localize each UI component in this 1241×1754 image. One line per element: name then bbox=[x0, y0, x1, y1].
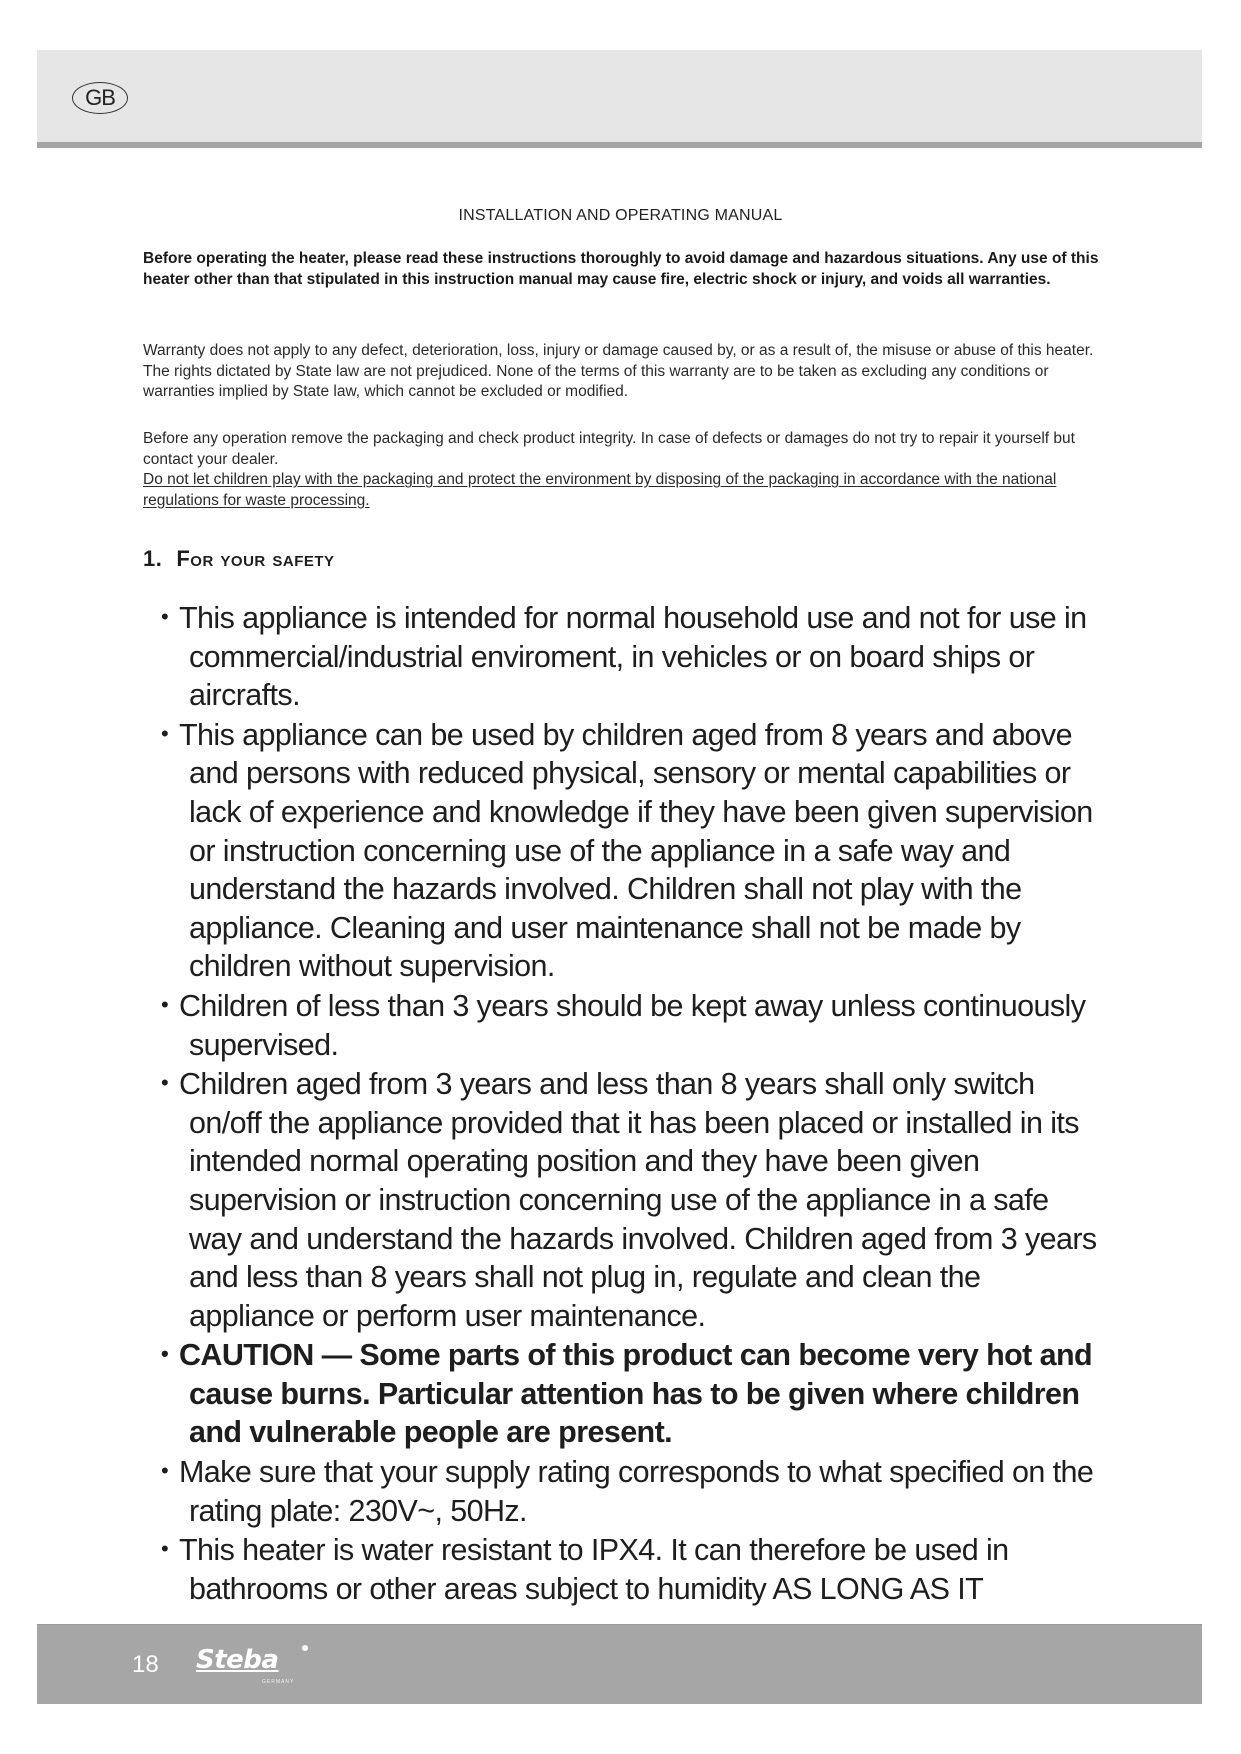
safety-item-text: Make sure that your supply rating corresponds to what specified on the rating plate: 230V~, 50Hz. bbox=[179, 1455, 1094, 1528]
packaging-disposal-note: Do not let children play with the packaging and protect the environment by disposing of the packaging in accordance with the national regulations for waste processing. bbox=[143, 471, 1057, 509]
steba-logo-icon bbox=[196, 1645, 295, 1685]
safety-item-text: Children of less than 3 years should be kept away unless continuously supervised. bbox=[179, 988, 1086, 1062]
caution-item bbox=[161, 1335, 1108, 1452]
section-heading bbox=[143, 546, 335, 572]
safety-list bbox=[143, 598, 1108, 1608]
bullet-icon: • bbox=[161, 1536, 169, 1562]
page-header-band bbox=[37, 50, 1202, 142]
safety-item bbox=[161, 986, 1108, 1064]
bullet-icon: • bbox=[161, 991, 169, 1017]
bullet-icon: • bbox=[161, 720, 169, 746]
bullet-icon: • bbox=[161, 1341, 169, 1367]
safety-item bbox=[161, 715, 1108, 986]
packaging-instructions: Before any operation remove the packaging and check product integrity. In case of defects or damages do not try to repair it yourself but contact your dealer. bbox=[143, 430, 1075, 468]
brand-subline: GERMANY bbox=[262, 1679, 295, 1685]
safety-item-text: Children aged from 3 years and less than 8 years shall only switch on/off the appliance provided that it has been placed or installed in its intended normal operating position and they have been given supervision or instruction concerning use of the appliance in a safe way and understand the hazards involved. Children aged from 3 years and less than 8 years shall not plug in, regulate and clean the appliance or perform user maintenance. bbox=[179, 1067, 1097, 1333]
safety-item bbox=[161, 598, 1108, 715]
packaging-paragraph bbox=[143, 429, 1108, 511]
header-divider bbox=[37, 142, 1202, 148]
language-badge-icon bbox=[72, 82, 128, 114]
intro-warning: Before operating the heater, please read these instructions thoroughly to avoid damage and hazardous situations. Any use of this heater other than that stipulated in this instruction manual may cause fire, electric shock or injury, and voids all warranties. bbox=[143, 250, 1099, 288]
manual-title: INSTALLATION AND OPERATING MANUAL bbox=[458, 207, 783, 224]
safety-item bbox=[161, 1530, 1108, 1608]
bullet-icon: • bbox=[161, 1458, 169, 1484]
safety-item bbox=[161, 1452, 1108, 1530]
language-code: GB bbox=[85, 85, 115, 110]
section-number: 1. bbox=[143, 546, 163, 571]
warranty-paragraph: Warranty does not apply to any defect, deterioration, loss, injury or damage caused by, or as a result of, the misuse or abuse of this heater. The rights dictated by State law are not prejudiced. None of the terms of this warranty are to be taken as excluding any conditions or warranties implied by State law, which cannot be excluded or modified. bbox=[143, 342, 1094, 400]
bullet-icon: • bbox=[161, 604, 169, 629]
brand-name: Steba bbox=[196, 1645, 279, 1675]
page-number: 18 bbox=[132, 1651, 159, 1678]
safety-item-text: This appliance can be used by children aged from 8 years and above and persons with reduced physical, sensory or mental capabilities or lack of experience and knowledge if they have been given supervision or instruction concerning use of the appliance in a safe way and understand the hazards involved. Children shall not play with the appliance. Cleaning and user maintenance shall not be made by children without supervision. bbox=[179, 717, 1093, 984]
safety-item-text: This heater is water resistant to IPX4. It can therefore be used in bathrooms or other areas subject to humidity AS LONG AS IT bbox=[179, 1533, 1009, 1606]
caution-text: CAUTION — Some parts of this product can become very hot and cause burns. Particular attention has to be given where children and vulnerable people are present. bbox=[179, 1338, 1093, 1450]
section-title: For your safety bbox=[176, 546, 335, 571]
safety-item-text: This appliance is intended for normal household use and not for use in commercial/industrial enviroment, in vehicles or on board ships or aircrafts. bbox=[179, 601, 1087, 713]
registered-mark-icon bbox=[302, 1645, 308, 1651]
bullet-icon: • bbox=[161, 1070, 169, 1096]
safety-item bbox=[161, 1064, 1108, 1335]
